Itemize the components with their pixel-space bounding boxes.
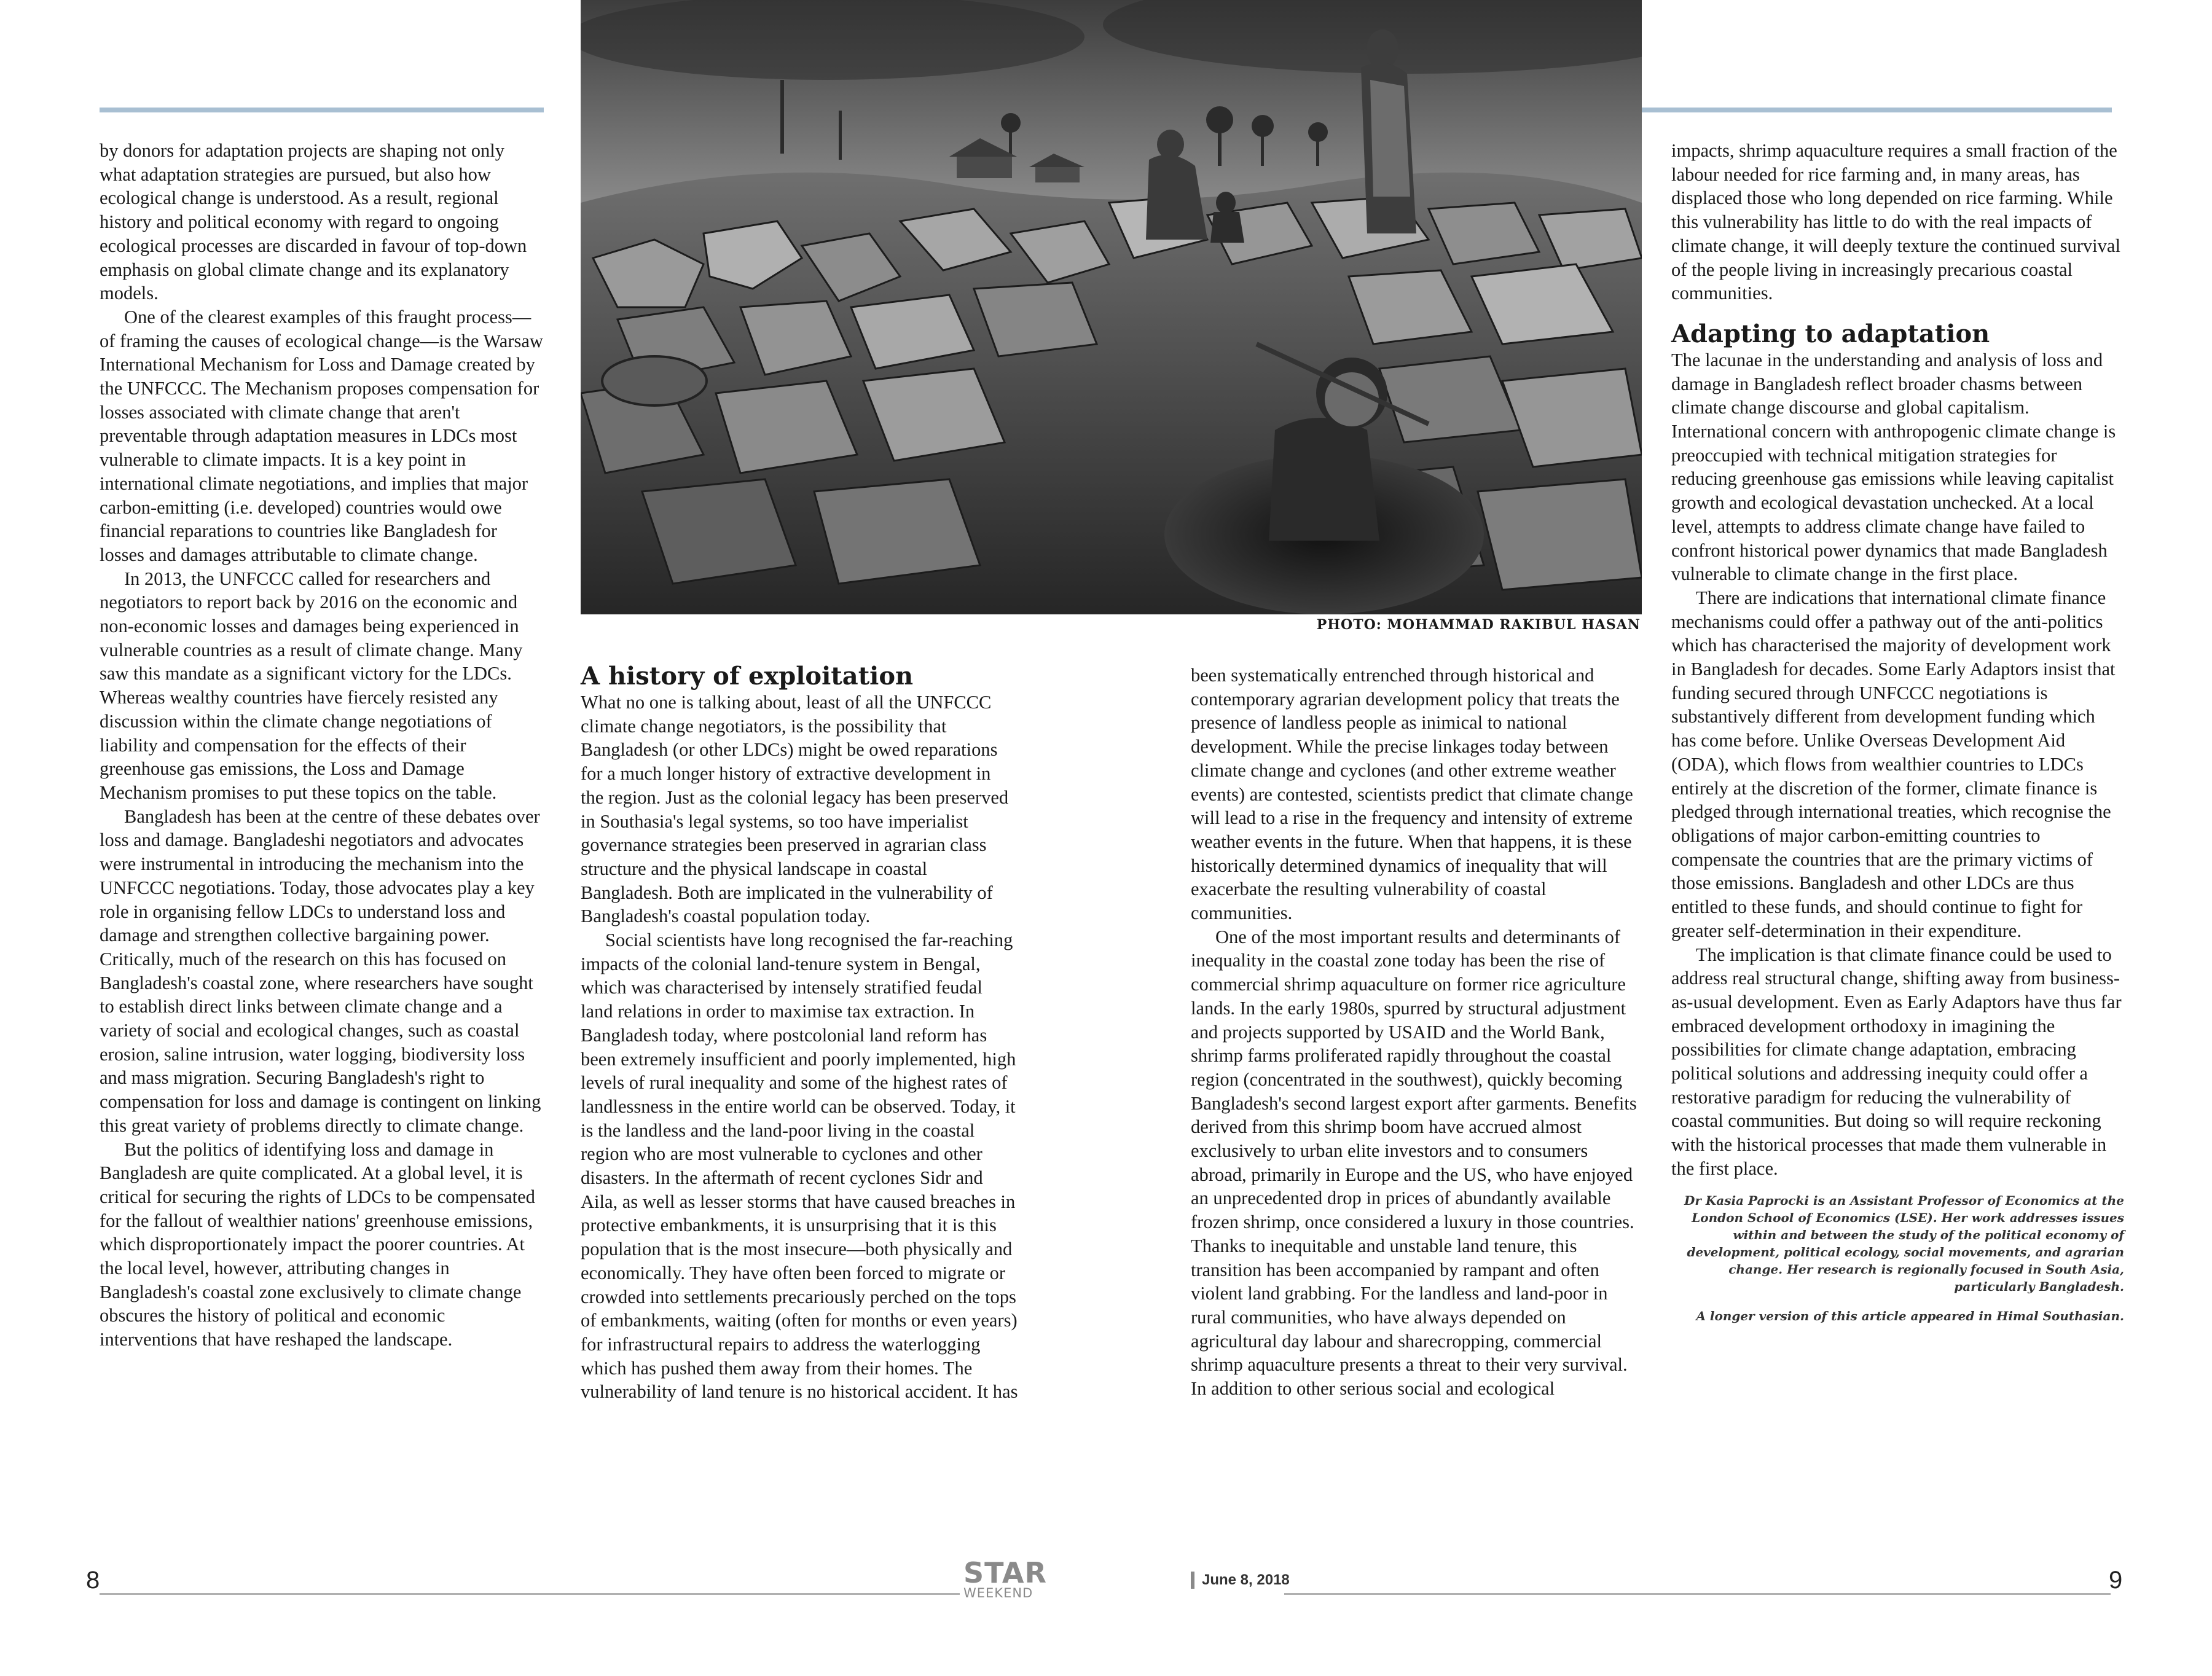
issue-date: June 8, 2018 (1191, 1572, 1290, 1589)
col3-paragraph: One of the most important results and determinants of inequality in the coastal zone today has been the rise of commercial shrimp aquaculture on former rice agriculture lands. In the early 1980s, spurred by structural adjustment and projects supported by USAID and the World Bank, shrimp farms proliferated rapidly throughout the coastal region (concentrated in the southwest), quickly becoming Bangladesh's second largest export after garments. Benefits derived from this shrimp boom have accrued almost exclusively to urban elite investors and to consumers abroad, primarily in Europe and the US, who have enjoyed an unprecedented drop in prices of abundantly available frozen shrimp, once considered a luxury in those countries. Thanks to inequitable and unstable land tenure, this transition has been accompanied by rampant and often violent land grabbing. For the landless and land-poor in rural communities, who have always depended on agricultural day labour and sharecropping, commercial shrimp aquaculture presents a threat to their very survival. In addition to other serious social and ecological (1191, 926, 1637, 1400)
col4-paragraph: There are indications that international climate finance mechanisms could offer a pathway out of the anti-politics which has characterised the majority of development work in Bangladesh for decades. Some Early Adaptors insist that funding secured through UNFCCC negotiations is substantively different from development funding which has come before. Unlike Overseas Development Aid (ODA), which flows from wealthier countries to LDCs entirely at the discretion of the former, climate finance is pledged through international treaties, which recognise the obligations of major carbon-emitting countries to compensate the countries that are the primary victims of those emissions. Bangladesh and other LDCs are thus entitled to these funds, and should continue to fight for greater self-determination in their expenditure. (1671, 587, 2116, 941)
col1-paragraph: Bangladesh has been at the centre of these debates over loss and damage. Bangladeshi negotiators and advocates were instrumental in introducing the mechanism into the UNFCCC negotiations. Today, those advocates play a key role in organising fellow LDCs to understand loss and damage and strengthen collective bargaining power. Critically, much of the research on this has focused on Bangladesh's coastal zone, where researchers have sought to establish direct links between climate change and a variety of social and ecological changes, such as coastal erosion, saline intrusion, water logging, biodiversity loss and mass migration. Securing Bangladesh's right to compensation for loss and damage is contingent on linking this great variety of problems directly to climate change. (100, 805, 541, 1136)
photo-credit: PHOTO: MOHAMMAD RAKIBUL HASAN (1316, 617, 1641, 633)
article-column-4 (1671, 139, 2124, 1325)
article-column-1 (100, 139, 544, 1352)
article-column-2 (581, 662, 1018, 1404)
logo-sub-text: WEEKEND (963, 1586, 1033, 1600)
article-photo (581, 0, 1642, 614)
col3-paragraph: been systematically entrenched through historical and contemporary agrarian development policy that treats the presence of landless people as inimical to national development. While the precise linkages today between climate change and cyclones (and other extreme weather events) are contested, scientists predict that climate change will lead to a rise in the frequency and intensity of extreme weather events in the future. When that happens, it is these historically determined dynamics of inequality that will exacerbate the resulting vulnerability of coastal communities. (1191, 665, 1633, 924)
bottom-rule-right (1284, 1593, 2111, 1595)
col4-paragraph: The implication is that climate finance could be used to address real structural change, shifting away from business-as-usual development. Even as Early Adaptors have thus far embraced development orthodoxy in imagining the possibilities for climate change adaptation, embracing political solutions and addressing inequity could offer a restorative paradigm for reducing the vulnerability of coastal communities. But doing so will require reckoning with the historical processes that made them vulnerable in the first place. (1671, 944, 2122, 1179)
col4-lead-paragraph: impacts, shrimp aquaculture requires a small fraction of the labour needed for rice farming and, in many areas, has displaced those who long depended on rice farming. While this vulnerability has little to do with the real impacts of climate change, it will deeply texture the continued survival of the people living in increasingly precarious coastal communities. (1671, 140, 2120, 304)
col1-paragraph: But the politics of identifying loss and damage in Bangladesh are quite complicated. At a global level, it is critical for securing the rights of LDCs to be compensated for the fallout of wealthier nations' greenhouse emissions, which disproportionately impact the poorer countries. At the local level, however, attributing changes in Bangladesh's coastal zone exclusively to climate change obscures the history of political and economic interventions that have reshaped the landscape. (100, 1138, 535, 1350)
col1-paragraph: by donors for adaptation projects are shaping not only what adaptation strategies are pursued, but also how ecological change is understood. As a result, regional history and political economy with regard to ongoing ecological processes are discarded in favour of top-down emphasis on global climate change and its explanatory models. (100, 140, 527, 304)
col4-paragraph: The lacunae in the understanding and analysis of loss and damage in Bangladesh reflect broader chasms between climate change discourse and global capitalism. International concern with anthropogenic climate change is preoccupied with technical mitigation strategies for reducing greenhouse gas emissions while leaving capitalist growth and ecological devastation unchecked. At a local level, attempts to address climate change have failed to confront historical power dynamics that made Bangladesh vulnerable to climate change in the first place. (1671, 349, 2116, 585)
col1-paragraph: One of the clearest examples of this fraught process—of framing the causes of ecological change—is the Warsaw International Mechanism for Loss and Damage created by the UNFCCC. The Mechanism proposes compensation for losses associated with climate change that aren't preventable through adaptation measures in LDCs most vulnerable to climate impacts. It is a key point in international climate negotiations, and implies that major carbon-emitting (i.e. developed) countries would owe financial reparations to countries like Bangladesh for losses and damages attributable to climate change. (100, 306, 543, 565)
photo-illustration (581, 0, 1642, 614)
logo-main-text: STAR (963, 1556, 1047, 1589)
article-source-note: A longer version of this article appeared in Himal Southasian. (1696, 1308, 2124, 1323)
bottom-rule-left (100, 1593, 960, 1595)
page-number-right: 9 (2109, 1567, 2123, 1594)
page-number-left: 8 (86, 1567, 100, 1594)
author-bio: Dr Kasia Paprocki is an Assistant Professor of Economics at the London School of Economics (LSE). Her work addresses issues within and between the study of the political economy of development, political ecology, social movements, and agrarian change. Her research is regionally focused in South Asia, particularly Bangladesh. (1684, 1192, 2124, 1294)
article-column-3 (1191, 664, 1642, 1401)
top-rule-right (1642, 108, 2112, 112)
col2-paragraph: Social scientists have long recognised the far-reaching impacts of the colonial land-tenure system in Bengal, which was characterised by intensely stratified feudal land relations in order to maximise tax extraction. In Bangladesh today, where postcolonial land reform has been extremely insufficient and poorly implemented, high levels of rural inequality and some of the highest rates of landlessness in the entire world can be observed. Today, it is the landless and the land-poor living in the coastal region who are most vulnerable to cyclones and other disasters. In the aftermath of recent cyclones Sidr and Aila, as well as lesser storms that have caused breaches in protective embankments, it is unsurprising that it is this population that is the most insecure—both physically and economically. They have often been forced to migrate or crowded into settlements precariously perched on the tops of embankments, waiting (often for months or even years) for infrastructural repairs to address the waterlogging which has pushed them away from their homes. The vulnerability of land tenure is no historical accident. It has (581, 930, 1018, 1403)
col1-paragraph: In 2013, the UNFCCC called for researchers and negotiators to report back by 2016 on the economic and non-economic losses and damages being experienced in vulnerable countries as a result of climate change. Many saw this mandate as a significant victory for the LDCs. Whereas wealthy countries have fiercely resisted any discussion within the climate change negotiations of liability and compensation for the effects of their greenhouse gas emissions, the Loss and Damage Mechanism promises to put these topics on the table. (100, 568, 523, 803)
col2-paragraph: What no one is talking about, least of all the UNFCCC climate change negotiators, is the possibility that Bangladesh (or other LDCs) might be owed reparations for a much longer history of extractive development in the region. Just as the colonial legacy has been preserved in Southasia's legal systems, so too have imperialist governance strategies been preserved in agrarian class structure and the physical landscape in coastal Bangladesh. Both are implicated in the vulnerability of Bangladesh's coastal population today. (581, 692, 1009, 927)
section-heading-history: A history of exploitation (581, 662, 914, 691)
star-weekend-logo (963, 1556, 1047, 1600)
section-heading-adapting: Adapting to adaptation (1671, 319, 1990, 348)
top-rule-left (100, 108, 544, 112)
